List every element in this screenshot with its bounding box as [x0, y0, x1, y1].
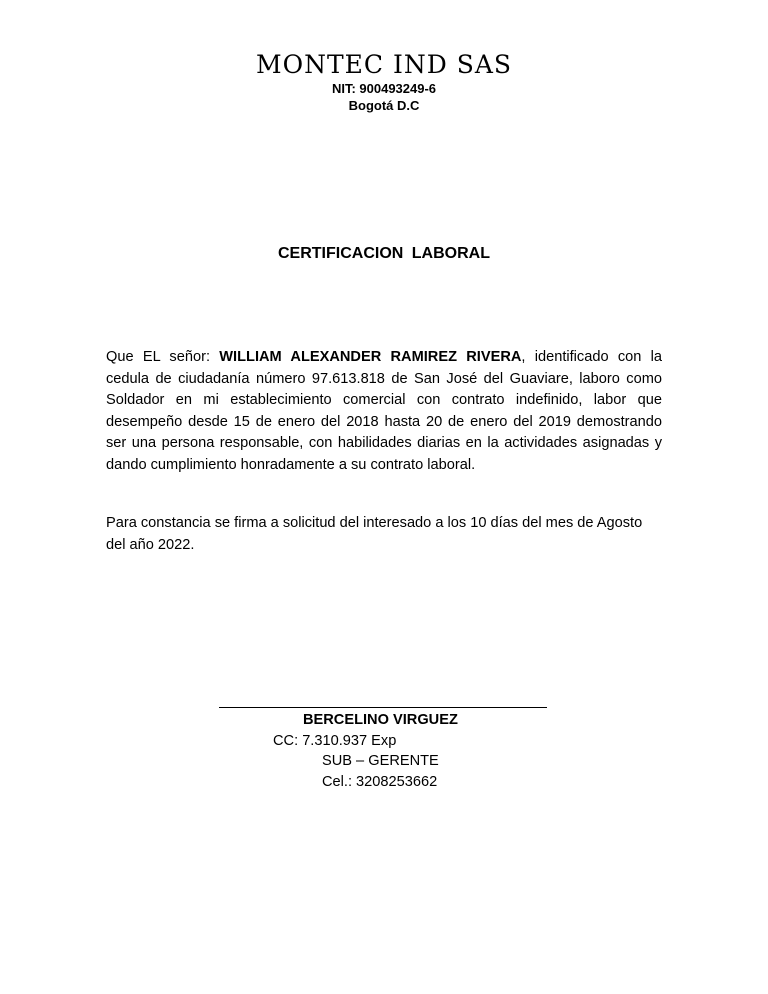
company-city: Bogotá D.C: [348, 98, 420, 113]
document-title: CERTIFICACION LABORAL: [278, 245, 490, 262]
paragraph-intro: Que EL señor:: [106, 349, 220, 365]
signer-name: BERCELINO VIRGUEZ: [303, 712, 458, 728]
signing-paragraph: Para constancia se firma a solicitud del interesado a los 10 días del mes de Agosto del año 2022.: [106, 515, 643, 553]
certification-paragraph: [106, 347, 662, 476]
signer-role: SUB – GERENTE: [322, 753, 439, 769]
signature-line: [219, 707, 547, 708]
employee-name: WILLIAM ALEXANDER RAMIREZ RIVERA: [219, 349, 522, 365]
signer-id: CC: 7.310.937 Exp: [273, 733, 397, 749]
signer-phone: Cel.: 3208253662: [322, 774, 438, 790]
paragraph-body: , identificado con la cedula de ciudadanía número 97.613.818 de San José del Guaviare, laboro como Soldador en mi establecimiento comercial con contrato indefinido, labor que desempeño desde 15 de enero del 2018 hasta 20 de enero del 2019 demostrando ser una persona responsable, con habilidades diarias en la actividades asignadas y dando cumplimiento honradamente a su contrato laboral.: [106, 349, 662, 473]
company-name: MONTEC IND SAS: [255, 50, 513, 79]
company-nit: NIT: 900493249-6: [331, 81, 437, 96]
